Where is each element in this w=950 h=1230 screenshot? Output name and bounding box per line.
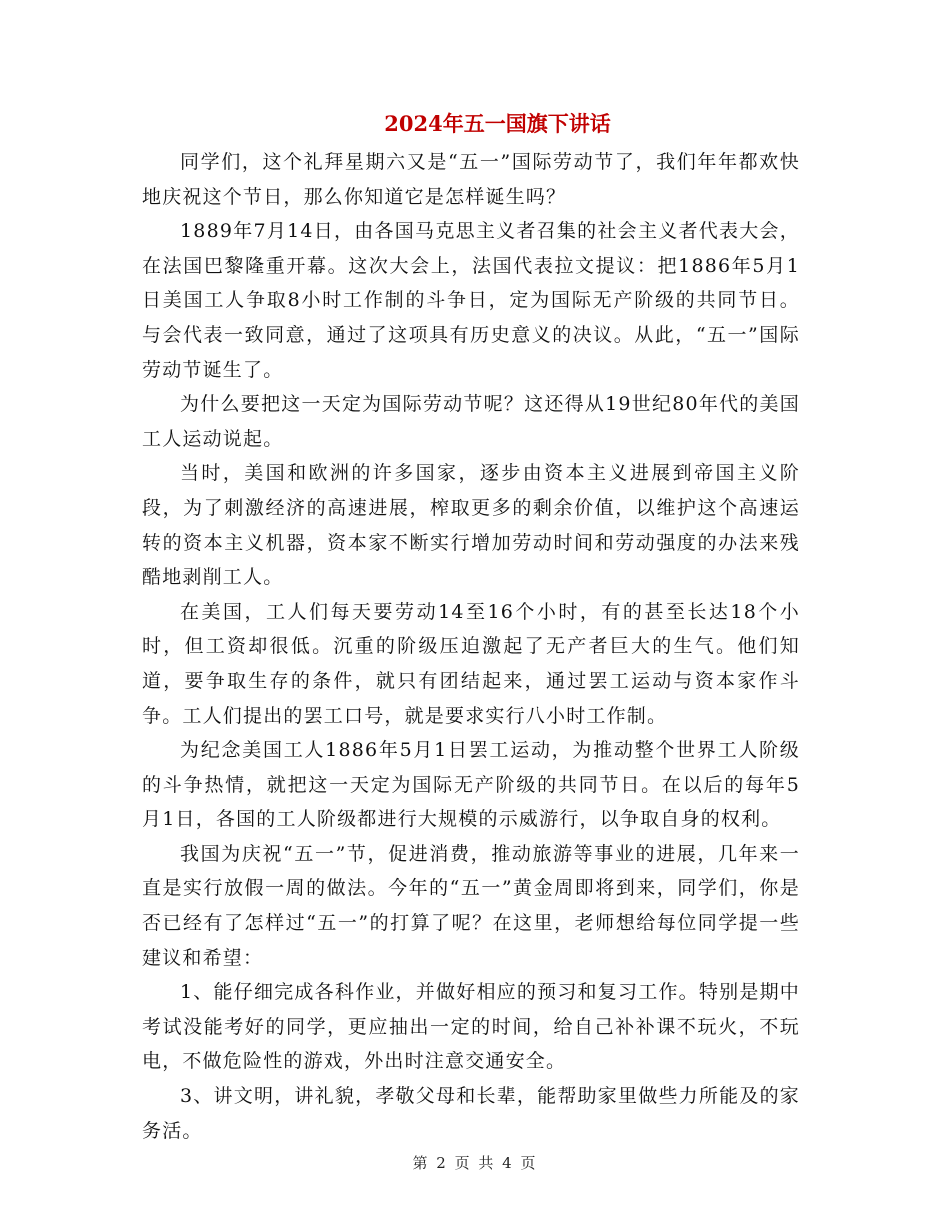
page-number-footer: 第 2 页 共 4 页 (412, 1154, 538, 1172)
paragraph: 同学们，这个礼拜星期六又是“五一”国际劳动节了，我们年年都欢快地庆祝这个节日，那么你知道它是怎样诞生吗？ (142, 151, 800, 208)
paragraph: 我国为庆祝“五一”节，促进消费，推动旅游等事业的进展，几年来一直是实行放假一周的做法。今年的“五一”黄金周即将到来，同学们，你是否已经有了怎样过“五一”的打算了呢？在这里，老师想给每位同学提一些建议和希望： (142, 842, 800, 969)
paragraph: 3、讲文明，讲礼貌，孝敬父母和长辈，能帮助家里做些力所能及的家务活。 (142, 1085, 800, 1142)
document-title: 2024年五一国旗下讲话 (384, 111, 611, 136)
paragraph: 在美国，工人们每天要劳动14至16个小时，有的甚至长达18个小时，但工资却很低。沉重的阶级压迫激起了无产者巨大的生气。他们知道，要争取生存的条件，就只有团结起来，通过罢工运动与资本家作斗争。工人们提出的罢工口号，就是要求实行八小时工作制。 (142, 600, 800, 727)
paragraph: 为什么要把这一天定为国际劳动节呢？这还得从19世纪80年代的美国工人运动说起。 (142, 393, 800, 450)
paragraph: 当时，美国和欧洲的许多国家，逐步由资本主义进展到帝国主义阶段，为了刺激经济的高速进展，榨取更多的剩余价值，以维护这个高速运转的资本主义机器，资本家不断实行增加劳动时间和劳动强度的办法来残酷地剥削工人。 (142, 462, 800, 589)
paragraph: 1889年7月14日，由各国马克思主义者召集的社会主义者代表大会，在法国巴黎隆重开幕。这次大会上，法国代表拉文提议：把1886年5月1日美国工人争取8小时工作制的斗争日，定为国际无产阶级的共同节日。与会代表一致同意，通过了这项具有历史意义的决议。从此，“五一”国际劳动节诞生了。 (142, 220, 800, 381)
paragraph: 1、能仔细完成各科作业，并做好相应的预习和复习工作。特别是期中考试没能考好的同学，更应抽出一定的时间，给自己补补课不玩火，不玩电，不做危险性的游戏，外出时注意交通安全。 (142, 981, 800, 1073)
paragraph: 为纪念美国工人1886年5月1日罢工运动，为推动整个世界工人阶级的斗争热情，就把这一天定为国际无产阶级的共同节日。在以后的每年5月1日，各国的工人阶级都进行大规模的示威游行，以争取自身的权利。 (142, 739, 800, 831)
document-body (142, 145, 800, 1148)
